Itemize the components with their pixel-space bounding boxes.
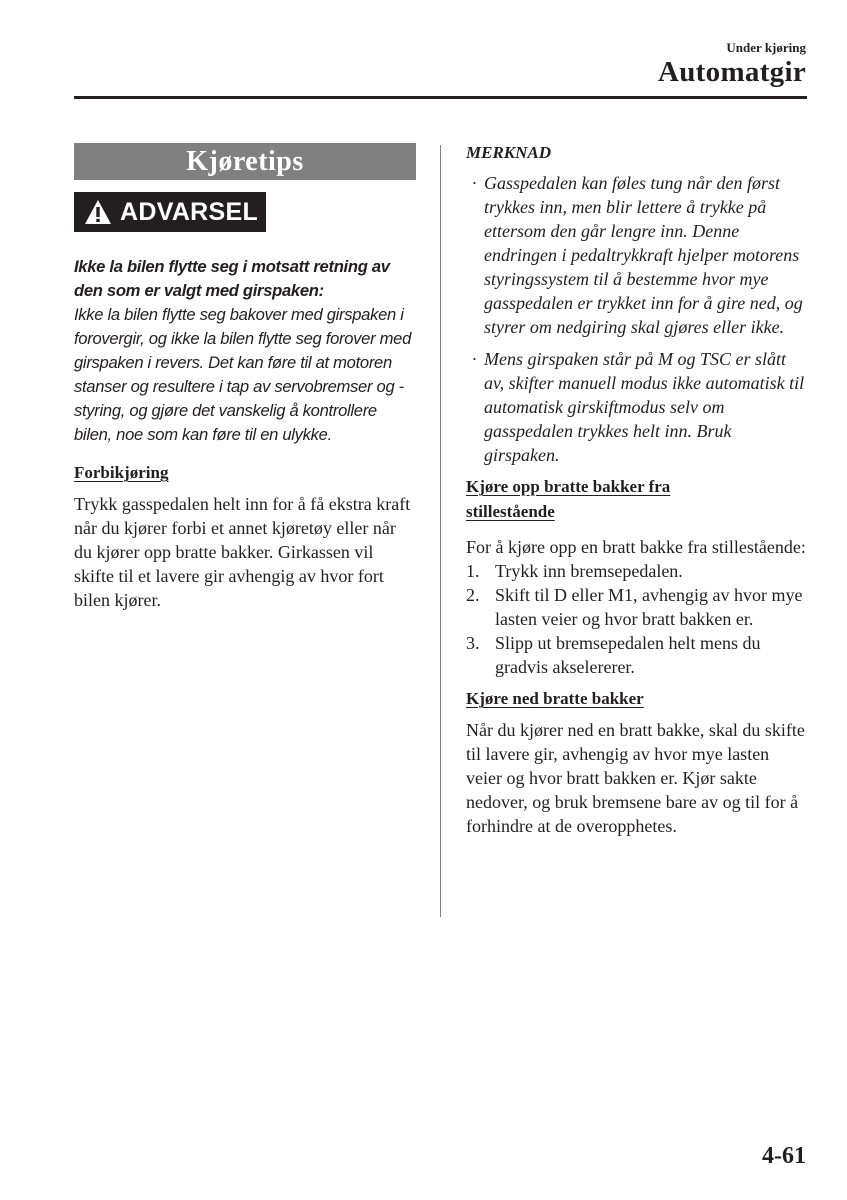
note-item — [466, 347, 806, 467]
downhill-heading: Kjøre ned bratte bakker — [466, 689, 644, 708]
step-number: 2. — [466, 585, 480, 605]
note-item-text: Mens girspaken står på M og TSC er slått av, skifter manuell modus ikke automatisk til automatisk girskiftmodus selv om gasspedalen trykkes helt inn. Bruk girspaken. — [484, 349, 805, 465]
step-number: 3. — [466, 633, 480, 653]
step-text: Slipp ut bremsepedalen helt mens du gradvis akselererer. — [495, 633, 761, 677]
warning-label — [74, 192, 266, 232]
note-heading: MERKNAD — [466, 143, 552, 162]
column-divider — [440, 145, 441, 917]
step-item — [466, 583, 806, 631]
note-item — [466, 171, 806, 339]
header-rule — [74, 96, 807, 99]
warning-body — [74, 255, 416, 447]
step-item — [466, 631, 806, 679]
bullet-icon: · — [472, 173, 477, 193]
note-item-text: Gasspedalen kan føles tung når den først trykkes inn, men blir lettere å trykke på ettersom den går lengre inn. Denne endringen i pedaltrykkraft hjelper motorens styringssystem til å bestemme hvor mye gasspedalen er trykket inn for å gire ned, og styrer om nedgiring skal gjøres eller ikke. — [484, 173, 803, 337]
section-subtitle: Under kjøring — [726, 40, 806, 55]
page-number: 4-61 — [762, 1143, 806, 1169]
page-title: Automatgir — [658, 56, 806, 88]
passing-heading: Forbikjøring — [74, 463, 169, 482]
right-column — [466, 143, 806, 838]
warning-lead: Ikke la bilen flytte seg i motsatt retning av den som er valgt med girspaken: — [74, 257, 390, 300]
step-text: Trykk inn bremsepedalen. — [495, 561, 683, 581]
note-list — [466, 171, 806, 467]
step-item — [466, 559, 806, 583]
uphill-heading-line1: Kjøre opp bratte bakker fra — [466, 477, 671, 496]
warning-label-text: ADVARSEL — [120, 197, 259, 226]
warning-triangle-icon — [84, 199, 112, 225]
step-text: Skift til D eller M1, avhengig av hvor mye lasten veier og hvor bratt bakken er. — [495, 585, 803, 629]
warning-text: Ikke la bilen flytte seg bakover med girspaken i forovergir, og ikke la bilen flytte seg forover med girspaken i revers. Det kan føre til at motoren stanser og resultere i tap av servobremser og -styring, og gjøre det vanskelig å kontrollere bilen, noe som kan føre til en ulykke. — [74, 305, 412, 444]
section-banner: Kjøretips — [74, 143, 416, 180]
step-number: 1. — [466, 561, 480, 581]
passing-text: Trykk gasspedalen helt inn for å få ekstra kraft når du kjører forbi et annet kjøretøy eller når du kjører opp bratte bakker. Girkassen vil skifte til et lavere gir avhengig av hvor fort bilen kjører. — [74, 494, 411, 610]
bullet-icon: · — [472, 349, 477, 369]
uphill-heading-line2: stillestående — [466, 502, 555, 521]
uphill-intro: For å kjøre opp en bratt bakke fra stillestående: — [466, 537, 806, 557]
downhill-text: Når du kjører ned en bratt bakke, skal du skifte til lavere gir, avhengig av hvor mye lasten veier og hvor bratt bakken er. Kjør sakte nedover, og bruk bremsene bare av og til for å forhindre at de overopphetes. — [466, 720, 805, 836]
left-column — [74, 143, 416, 612]
uphill-steps — [466, 559, 806, 679]
